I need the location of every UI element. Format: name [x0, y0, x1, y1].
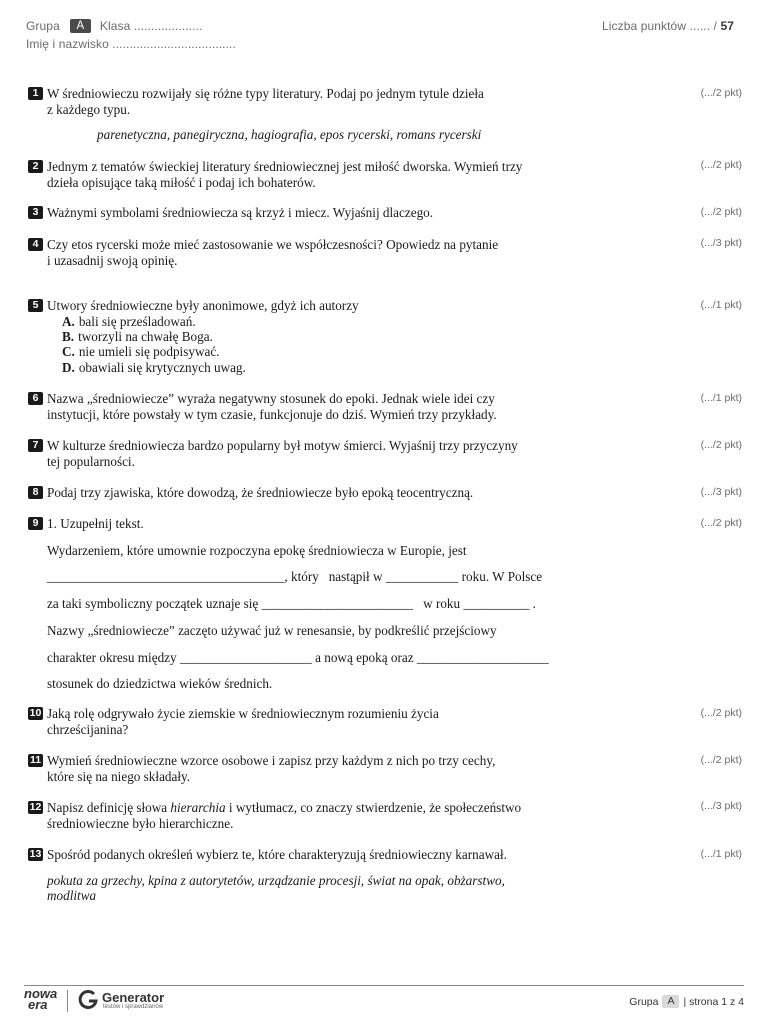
answer-option-d: D. obawiali się krytycznych uwag.	[62, 359, 246, 375]
task-2	[28, 159, 568, 190]
task-7	[28, 438, 568, 469]
task-text: W średniowieczu rozwijały się różne typy literatury. Podaj po jednym tytule dzieła	[47, 86, 484, 101]
task-text: tej popularności.	[47, 453, 135, 469]
task-points: (.../3 pkt)	[700, 486, 742, 498]
task-13	[28, 847, 568, 904]
generator-logo-icon	[77, 989, 99, 1016]
task-number: 1	[28, 87, 43, 100]
task-text: Jaką rolę odgrywało życie ziemskie w średniowiecznym rozumieniu życia	[47, 706, 439, 721]
task-text: które się na niego składały.	[47, 768, 191, 784]
task-hint: modlitwa	[47, 888, 97, 904]
task-text: Ważnymi symbolami średniowiecza są krzyż i miecz. Wyjaśnij dlaczego.	[47, 205, 434, 220]
task-11	[28, 753, 568, 784]
task-text: Spośród podanych określeń wybierz te, które charakteryzują średniowieczny karnawał.	[47, 847, 507, 862]
task-10	[28, 706, 568, 737]
task-text: i uzasadnij swoją opinię.	[47, 252, 178, 268]
task-text: instytucji, które powstały w tym czasie, funkcjonuje do dziś. Wymień trzy przykłady.	[47, 406, 497, 422]
fill-text-line: Wydarzeniem, które umownie rozpoczyna epokę średniowiecza w Europie, jest	[47, 543, 467, 558]
task-hint: pokuta za grzechy, kpina z autorytetów, urządzanie procesji, świat na opak, obżarstwo,	[47, 872, 505, 888]
class-label: Klasa	[99, 19, 131, 33]
task-number: 13	[29, 848, 42, 860]
task-text: Jednym z tematów świeckiej literatury średniowiecznej jest miłość dworska. Wymień trzy	[47, 159, 523, 174]
term-hierarchia: hierarchia	[170, 800, 226, 815]
task-text: średniowieczne było hierarchiczne.	[47, 815, 234, 831]
name-dots: ....................................	[112, 37, 236, 51]
footer-group-badge: A	[662, 995, 679, 1008]
fill-text-line[interactable]: charakter okresu między ____________________ a nową epoką oraz ____________________	[47, 650, 549, 665]
task-12	[28, 800, 568, 831]
page-info	[629, 995, 744, 1008]
header-name	[26, 37, 236, 51]
task-hint: parenetyczna, panegiryczna, hagiografia, epos rycerski, romans rycerski	[97, 127, 482, 143]
name-label: Imię i nazwisko	[26, 37, 109, 51]
task-9	[28, 516, 568, 532]
task-points: (.../3 pkt)	[700, 237, 742, 249]
task-8	[28, 485, 568, 501]
fill-text-line: stosunek do dziedzictwa wieków średnich.	[47, 676, 273, 691]
task-3	[28, 205, 568, 221]
task-points: (.../1 pkt)	[700, 299, 742, 311]
header-group-class	[26, 19, 203, 33]
fill-text-line[interactable]: ____________________________________, który nastąpił w ___________ roku. W Polsce	[47, 569, 543, 584]
task-points: (.../2 pkt)	[700, 87, 742, 99]
task-text: chrześcijanina?	[47, 721, 129, 737]
task-number: 3	[28, 206, 43, 219]
task-6	[28, 391, 568, 422]
points-total: 57	[720, 19, 734, 33]
task-points: (.../2 pkt)	[700, 754, 742, 766]
group-badge: A	[70, 19, 91, 33]
task-text: Wymień średniowieczne wzorce osobowe i zapisz przy każdym z nich po trzy cechy,	[47, 753, 496, 768]
points-label: Liczba punktów ...... /	[601, 19, 717, 33]
task-points: (.../2 pkt)	[700, 707, 742, 719]
task-number: 12	[29, 801, 42, 813]
task-text: W kulturze średniowiecza bardzo popularny był motyw śmierci. Wyjaśnij trzy przyczyny	[47, 438, 518, 453]
task-text: Nazwa „średniowiecze” wyraża negatywny stosunek do epoki. Jednak wiele idei czy	[47, 391, 495, 406]
task-points: (.../2 pkt)	[700, 517, 742, 529]
answer-option-b: B. tworzyli na chwałę Boga.	[62, 329, 213, 344]
task-text: Czy etos rycerski może mieć zastosowanie we współczesności? Opowiedz na pytanie	[47, 237, 499, 252]
task-1	[28, 86, 568, 143]
task-number: 7	[28, 439, 43, 452]
task-points: (.../2 pkt)	[700, 159, 742, 171]
footer-divider	[24, 985, 744, 986]
task-text: z każdego typu.	[47, 101, 131, 117]
header-points	[602, 19, 734, 33]
task-points: (.../2 pkt)	[700, 439, 742, 451]
task-4	[28, 237, 568, 268]
task-points: (.../3 pkt)	[700, 800, 742, 812]
task-text: Utwory średniowieczne były anonimowe, gdyż ich autorzy	[47, 298, 359, 313]
generator-subtitle: testów i sprawdzianów	[103, 1004, 164, 1010]
task-text: 1. Uzupełnij tekst.	[47, 516, 144, 531]
task-number: 2	[28, 160, 43, 173]
fill-text-line: Nazwy „średniowiecze” zaczęto używać już w renesansie, by podkreślić przejściowy	[47, 623, 497, 638]
fill-text-line[interactable]: za taki symboliczny początek uznaje się _______________________ w roku __________ .	[47, 596, 536, 611]
answer-option-c: C. nie umieli się podpisywać.	[62, 344, 220, 360]
task-number: 9	[28, 517, 43, 530]
answer-option-a: A. bali się prześladowań.	[62, 313, 196, 329]
task-number: 4	[28, 238, 43, 251]
task-points: (.../2 pkt)	[700, 206, 742, 218]
task-number: 5	[28, 299, 43, 312]
task-points: (.../1 pkt)	[700, 848, 742, 860]
class-dots: ....................	[133, 19, 203, 33]
group-label: Grupa	[26, 19, 60, 33]
task-number: 11	[29, 754, 42, 766]
task-5	[28, 298, 568, 375]
task-number: 10	[29, 707, 42, 719]
task-number: 6	[28, 392, 43, 405]
task-points: (.../1 pkt)	[700, 392, 742, 404]
generator-title: Generator	[102, 990, 165, 1005]
footer-group-label: Grupa	[629, 995, 659, 1008]
nowa-era-logo: nowa era	[24, 986, 58, 1012]
task-text: dzieła opisujące taką miłość i podaj ich bohaterów.	[47, 174, 316, 190]
logo-separator	[67, 990, 68, 1012]
task-number: 8	[28, 486, 43, 499]
task-text: Podaj trzy zjawiska, które dowodzą, że średniowiecze było epoką teocentryczną.	[47, 485, 474, 500]
page-number: | strona 1 z 4	[683, 995, 744, 1008]
task-text: Napisz definicję słowa hierarchia i wytłumacz, co znaczy stwierdzenie, że społeczeństwo	[47, 800, 522, 815]
